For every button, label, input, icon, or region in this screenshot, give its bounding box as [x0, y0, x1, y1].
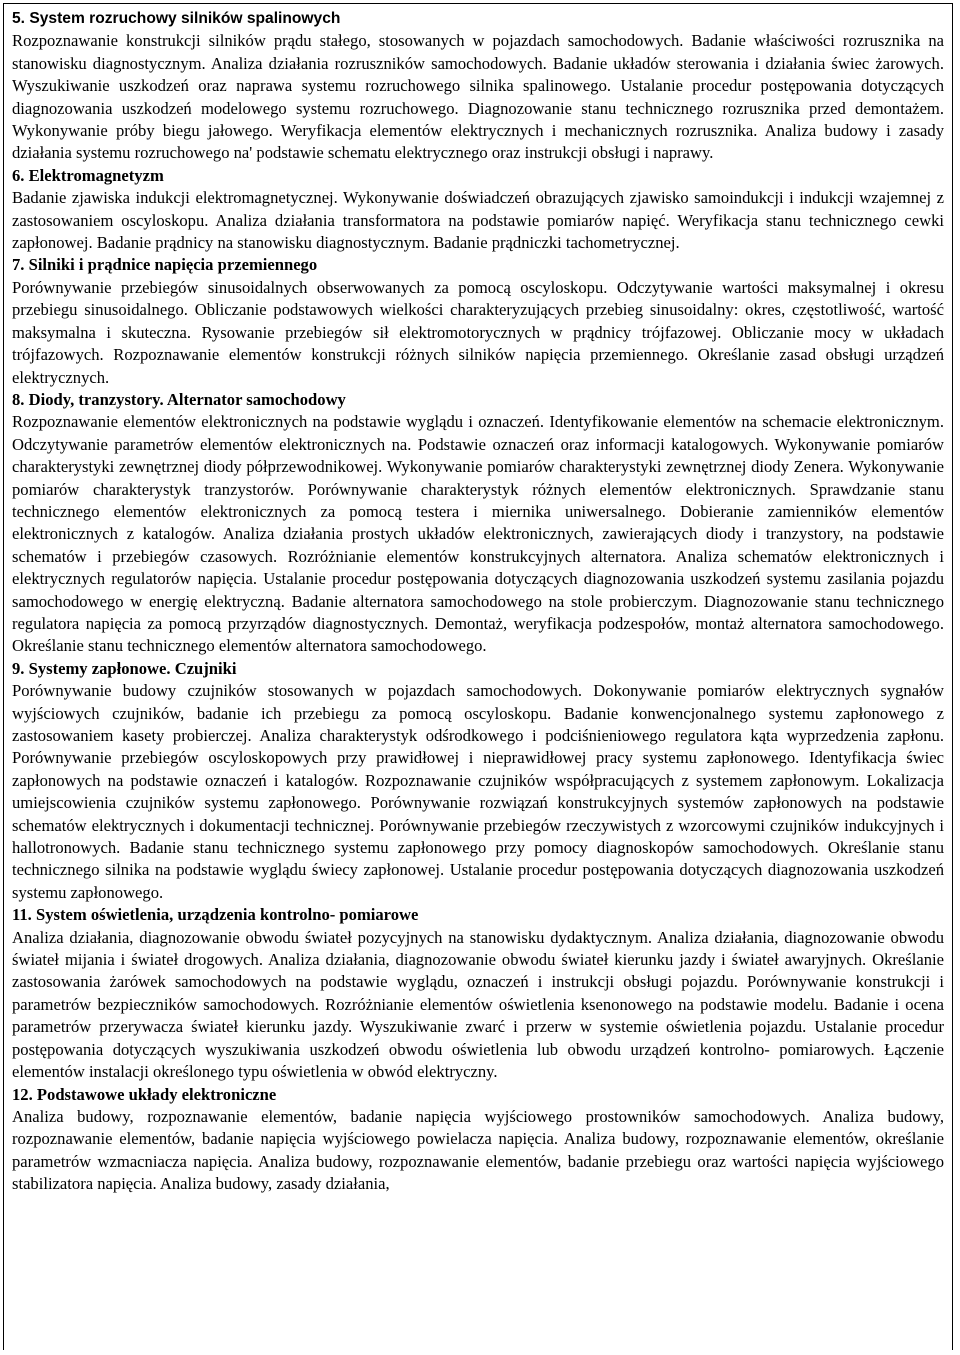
section-body: Rozpoznawanie konstrukcji silników prądu stałego, stosowanych w pojazdach samochodowych. Badanie właściwości rozrusznika na stanowisku diagnostycznym. Analiza działania rozruszników samochodowych. Badanie układów sterowania i działania świec żarowych. Wyszukiwanie uszkodzeń oraz naprawa systemu rozruchowego silnika spalinowego. Ustalanie procedur postępowania dotyczących diagnozowania uszkodzeń modelowego systemu rozruchowego. Diagnozowanie stanu technicznego rozrusznika przed demontażem. Wykonywanie próby biegu jałowego. Weryfikacja elementów elektrycznych i mechanicznych rozrusznika. Analiza budowy i zasady działania systemu rozruchowego na' podstawie schematu elektrycznego oraz instrukcji obsługi i naprawy. [12, 31, 944, 163]
section-body: Badanie zjawiska indukcji elektromagnetycznej. Wykonywanie doświadczeń obrazujących zjawisko samoindukcji i indukcji wzajemnej z zastosowaniem oscyloskopu. Analiza działania transformatora na podstawie pomiarów napięć. Weryfikacja stanu technicznego cewki zapłonowej. Badanie prądnicy na stanowisku diagnostycznym. Badanie prądniczki tachometrycznej. [12, 188, 944, 253]
section-9 [12, 658, 944, 904]
section-heading: 9. Systemy zapłonowe. Czujniki [12, 658, 237, 678]
section-body: Analiza budowy, rozpoznawanie elementów, badanie napięcia wyjściowego prostowników samochodowych. Analiza budowy, rozpoznawanie elementów, badanie napięcia wyjściowego powielacza napięcia. Analiza budowy, rozpoznawanie elementów, określanie parametrów wzmacniacza napięcia. Analiza budowy, rozpoznawanie elementów, badanie przebiegu oraz wartości napięcia wyjściowego stabilizatora napięcia. Analiza budowy, zasady działania, [12, 1106, 944, 1194]
section-8 [12, 389, 944, 658]
section-body: Porównywanie przebiegów sinusoidalnych obserwowanych za pomocą oscyloskopu. Odczytywanie wartości maksymalnej i okresu przebiegu sinusoidalnego. Obliczanie podstawowych wielkości charakteryzujących przebieg sinusoidalny: okres, częstotliwość, wartość maksymalna i skuteczna. Rysowanie przebiegów sił elektromotorycznych w prądnicy trójfazowej. Obliczanie mocy w układach trójfazowych. Rozpoznawanie elementów konstrukcji różnych silników napięcia przemiennego. Określanie zasad obsługi urządzeń elektrycznych. [12, 277, 944, 387]
section-heading: 7. Silniki i prądnice napięcia przemiennego [12, 255, 318, 275]
section-heading: 11. System oświetlenia, urządzenia kontrolno- pomiarowe [12, 905, 419, 925]
section-body: Analiza działania, diagnozowanie obwodu świateł pozycyjnych na stanowisku dydaktycznym. Analiza działania, diagnozowanie obwodu świateł mijania i świateł drogowych. Analiza działania, diagnozowanie obwodu świateł kierunku jazdy i świateł awaryjnych. Określanie zastosowania żarówek samochodowych na podstawie wyglądu, oznaczeń i instrukcji obsługi pojazdu. Porównywanie konstrukcji i parametrów bezpieczników samochodowych. Rozróżnianie elementów oświetlenia ksenonowego na podstawie modelu. Badanie i ocena parametrów przerywacza świateł kierunku jazdy. Wyszukiwanie zwarć i przerw w systemie oświetlenia pojazdu. Ustalanie procedur postępowania dotyczących wyszukiwania uszkodzeń obwodu oświetlenia lub obwodu urządzeń kontrolno- pomiarowych. Łączenie elementów instalacji określonego typu oświetlenia w obwód elektryczny. [12, 927, 944, 1082]
section-12 [12, 1084, 944, 1196]
section-heading: 8. Diody, tranzystory. Alternator samochodowy [12, 389, 346, 409]
section-6 [12, 165, 944, 255]
section-body: Porównywanie budowy czujników stosowanych w pojazdach samochodowych. Dokonywanie pomiarów elektrycznych sygnałów wyjściowych czujników, badanie ich przebiegu za pomocą oscyloskopu. Badanie konwencjonalnego systemu zapłonowego z zastosowaniem kasety probierczej. Analiza charakterystyk odśrodkowego i podciśnieniowego regulatora kąta wyprzedzenia zapłonu. Porównywanie przebiegów oscyloskopowych przy prawidłowej i nieprawidłowej pracy systemu zapłonowego. Identyfikacja świec zapłonowych na podstawie oznaczeń i katalogów. Rozpoznawanie czujników współpracujących z systemem zapłonowym. Lokalizacja umiejscowienia czujników systemu zapłonowego. Porównywanie rozwiązań konstrukcyjnych systemów zapłonowych na podstawie schematów elektrycznych i dokumentacji technicznej. Porównywanie przebiegów rzeczywistych z wzorcowymi czujników indukcyjnych i hallotronowych. Badanie stanu technicznego systemu zapłonowego przy pomocy diagnoskopów samochodowych. Określanie stanu technicznego silnika na podstawie wyglądu świecy zapłonowej. Ustalanie procedur postępowania dotyczących diagnozowania uszkodzeń systemu zapłonowego. [12, 681, 944, 902]
section-7 [12, 254, 944, 388]
section-heading: 12. Podstawowe układy elektroniczne [12, 1084, 277, 1104]
section-heading: 5. System rozruchowy silników spalinowych [12, 10, 341, 27]
document-page [3, 3, 953, 1350]
section-body: Rozpoznawanie elementów elektronicznych na podstawie wyglądu i oznaczeń. Identyfikowanie elementów na schemacie elektronicznym. Odczytywanie parametrów elementów elektronicznych na. Podstawie oznaczeń oraz informacji katalogowych. Wykonywanie pomiarów charakterystyki zewnętrznej diody półprzewodnikowej. Wykonywanie pomiarów charakterystyki zewnętrznej diody Zenera. Wykonywanie pomiarów charakterystyk tranzystorów. Porównywanie charakterystyk różnych elementów elektronicznych. Sprawdzanie stanu technicznego elementów elektronicznych za pomocą testera i miernika uniwersalnego. Dobieranie zamienników elementów elektronicznych z katalogów. Analiza działania prostych układów elektronicznych, zawierających diody i tranzystory, na podstawie schematów i przebiegów czasowych. Rozróżnianie elementów konstrukcyjnych alternatora. Analiza schematów elektronicznych i elektrycznych regulatorów napięcia. Ustalanie procedur postępowania dotyczących diagnozowania uszkodzeń systemu zasilania pojazdu samochodowego w energię elektryczną. Badanie alternatora samochodowego na stole probierczym. Diagnozowanie stanu technicznego regulatora napięcia za pomocą przyrządów diagnostycznych. Demontaż, weryfikacja podzespołów, montaż alternatora samochodowego. Określanie stanu technicznego elementów alternatora samochodowego. [12, 412, 944, 656]
section-11 [12, 904, 944, 1083]
section-heading: 6. Elektromagnetyzm [12, 165, 164, 185]
section-5 [12, 8, 944, 165]
